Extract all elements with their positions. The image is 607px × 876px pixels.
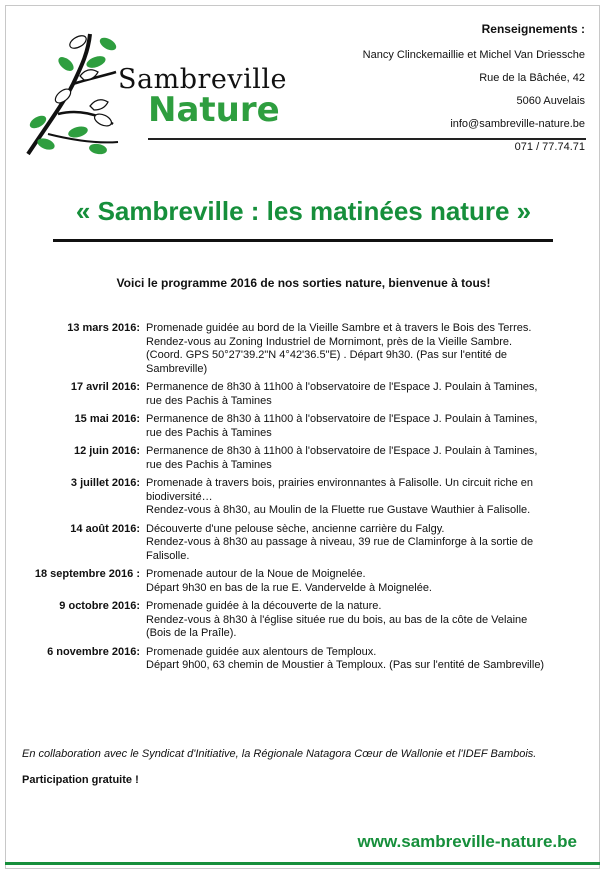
event-line: Promenade à travers bois, prairies environnantes à Falisolle. Un circuit riche en: [146, 477, 534, 489]
logo: [18, 14, 288, 164]
event-item: [18, 445, 588, 472]
event-line: Départ 9h30 en bas de la rue E. Vandervelde à Moignelée.: [146, 581, 432, 594]
event-description: [146, 322, 588, 376]
event-line: rue des Pachis à Tamines: [146, 394, 272, 407]
event-line: Rendez-vous à 8h30 à l'église située rue du bois, au bas de la côte de Velaine: [146, 613, 528, 626]
logo-text-sambreville: Sambreville: [118, 64, 288, 95]
event-line: Rendez-vous au Zoning Industriel de Mornimont, près de la Vieille Sambre.: [146, 335, 513, 348]
event-date: 13 mars 2016:: [67, 322, 140, 334]
event-item: [18, 646, 588, 673]
collaboration-note: En collaboration avec le Syndicat d'Initiative, la Régionale Natagora Cœur de Wallonie et l'IDEF Bambois.: [22, 748, 537, 760]
event-item: [18, 477, 588, 518]
program-list: [18, 322, 588, 678]
page-title: « Sambreville : les matinées nature »: [75, 196, 532, 226]
contact-names: Nancy Clinckemaillie et Michel Van Driessche: [362, 49, 585, 61]
contact-street: Rue de la Bâchée, 42: [479, 72, 585, 84]
event-description: [146, 381, 588, 408]
header-divider: [148, 138, 586, 140]
event-description: [146, 413, 588, 440]
title-divider: [53, 239, 553, 242]
event-line: Départ 9h00, 63 chemin de Moustier à Temploux. (Pas sur l'entité de Sambreville): [146, 659, 545, 671]
event-date: 18 septembre 2016 :: [34, 568, 140, 580]
website-link[interactable]: www.sambreville-nature.be: [357, 832, 577, 851]
event-line: Découverte d'une pelouse sèche, ancienne carrière du Falgy.: [146, 522, 445, 535]
logo-text-nature: Nature: [148, 90, 280, 130]
event-line: Permanence de 8h30 à 11h00 à l'observatoire de l'Espace J. Poulain à Tamines,: [146, 413, 538, 425]
event-date: 9 octobre 2016:: [59, 600, 140, 612]
event-line: rue des Pachis à Tamines: [146, 426, 272, 439]
event-line: Promenade guidée au bord de la Vieille Sambre et à travers le Bois des Terres.: [146, 322, 532, 334]
event-line: Falisolle.: [146, 549, 190, 562]
event-description: [146, 568, 588, 595]
event-item: [18, 568, 588, 595]
event-date: 3 juillet 2016:: [70, 477, 140, 489]
event-line: rue des Pachis à Tamines: [146, 458, 272, 471]
contact-email[interactable]: info@sambreville-nature.be: [450, 118, 585, 130]
event-line: Sambreville): [146, 362, 208, 375]
contact-title: Renseignements :: [481, 22, 585, 36]
event-description: [146, 445, 588, 472]
event-line: Promenade autour de la Noue de Moignelée.: [146, 568, 366, 580]
event-line: (Bois de la Praîle).: [146, 627, 237, 639]
event-date: 6 novembre 2016:: [47, 645, 140, 658]
event-item: [18, 600, 588, 641]
event-description: [146, 646, 588, 673]
event-description: [146, 523, 588, 564]
contact-phone: 071 / 77.74.71: [514, 141, 585, 153]
intro-text: Voici le programme 2016 de nos sorties nature, bienvenue à tous!: [116, 276, 491, 290]
event-item: [18, 523, 588, 564]
event-line: Rendez-vous à 8h30 au passage à niveau, 39 rue de Claminforge à la sortie de: [146, 536, 534, 548]
event-line: Rendez-vous à 8h30, au Moulin de la Fluette rue Gustave Wauthier à Falisolle.: [146, 504, 531, 516]
event-date: 12 juin 2016:: [73, 445, 140, 457]
event-item: [18, 381, 588, 408]
event-line: Promenade guidée aux alentours de Temploux.: [146, 645, 377, 658]
event-item: [18, 413, 588, 440]
event-line: (Coord. GPS 50°27'39.2"N 4°42'36.5"E) . Départ 9h30. (Pas sur l'entité de: [146, 349, 508, 361]
participation-note: Participation gratuite !: [22, 774, 139, 786]
contact-city: 5060 Auvelais: [516, 95, 585, 107]
event-description: [146, 477, 588, 518]
event-description: [146, 600, 588, 641]
event-line: Promenade guidée à la découverte de la nature.: [146, 600, 382, 612]
event-date: 17 avril 2016:: [70, 381, 140, 393]
event-date: 15 mai 2016:: [74, 413, 140, 425]
event-line: Permanence de 8h30 à 11h00 à l'observatoire de l'Espace J. Poulain à Tamines,: [146, 445, 538, 457]
footer-divider: [5, 862, 600, 865]
event-line: Permanence de 8h30 à 11h00 à l'observatoire de l'Espace J. Poulain à Tamines,: [146, 381, 538, 393]
event-line: biodiversité…: [146, 490, 213, 503]
event-item: [18, 322, 588, 376]
event-date: 14 août 2016:: [70, 522, 140, 535]
